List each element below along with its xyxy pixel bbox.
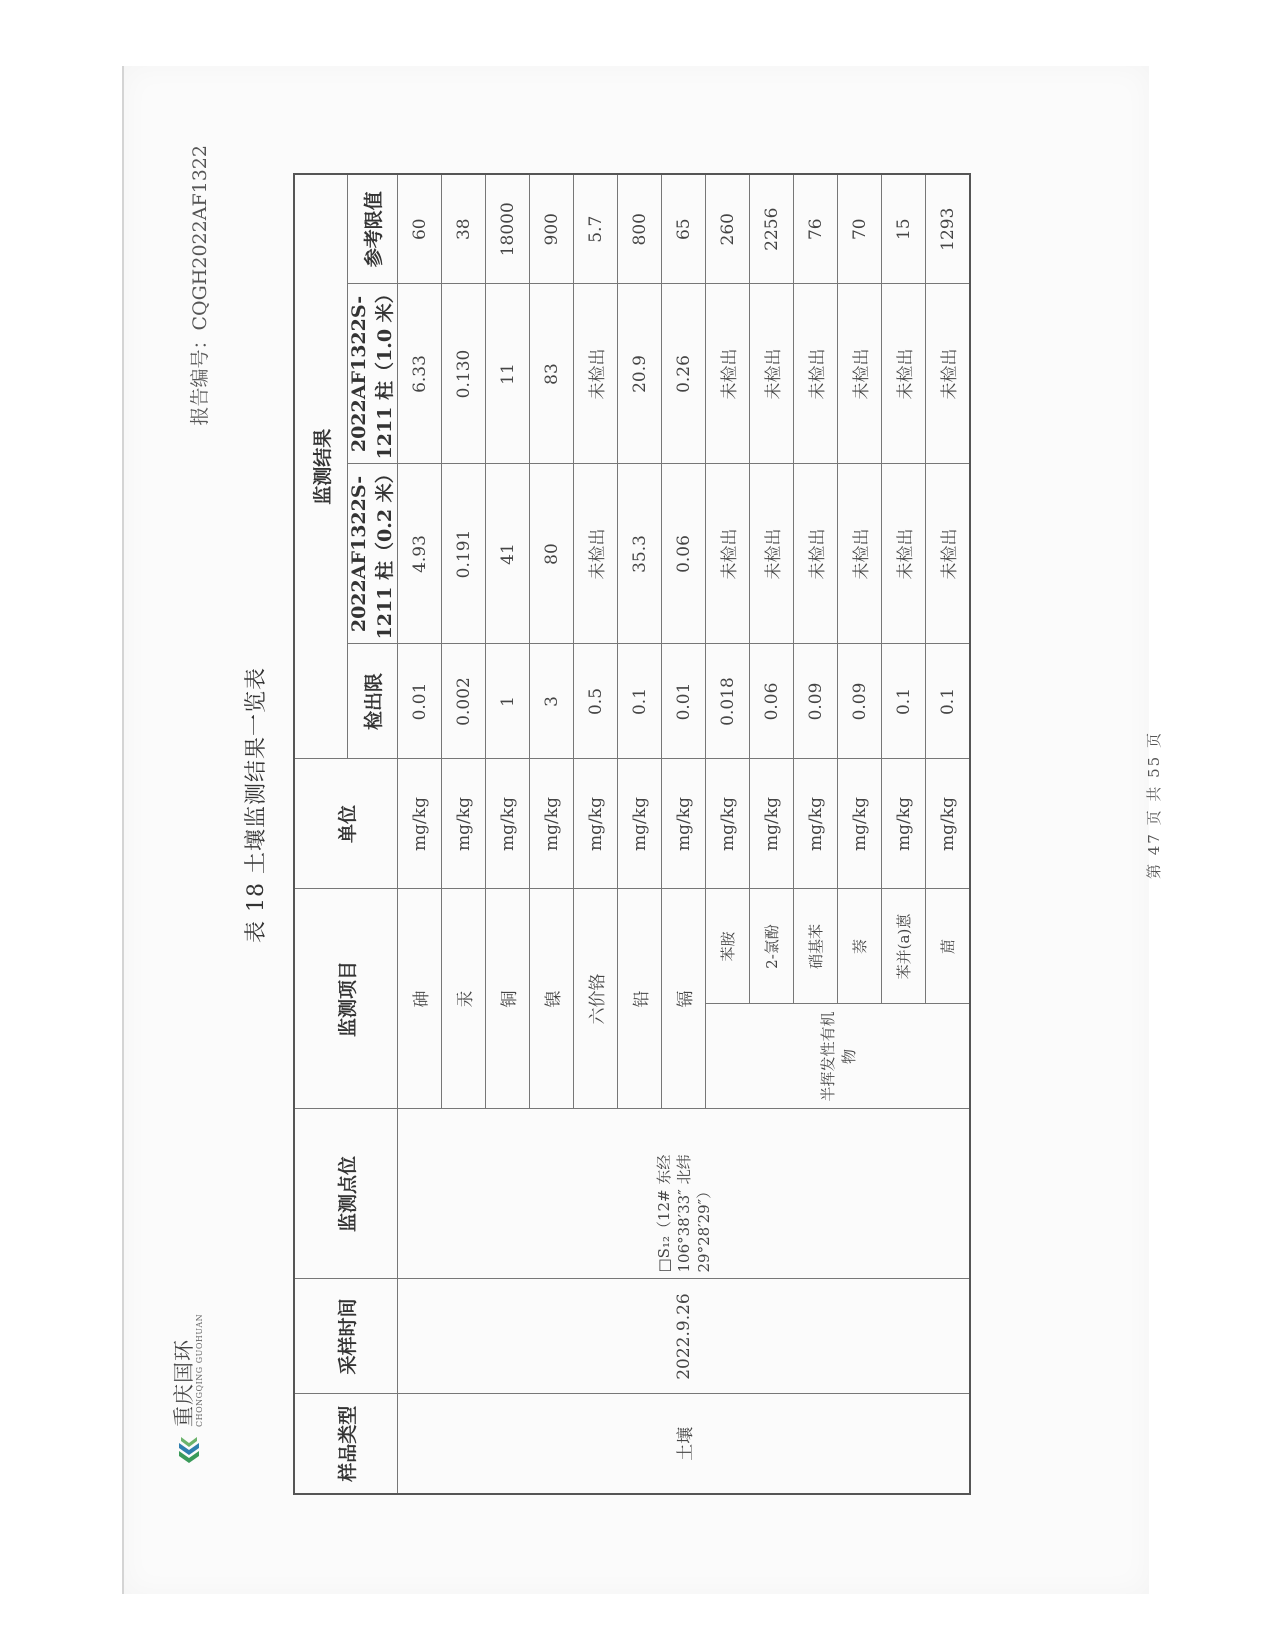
result-a-cell: 35.3 [618, 464, 662, 644]
reference-cell: 65 [662, 174, 706, 284]
item-cell: 䓛 [926, 889, 971, 1004]
item-cell: 铜 [486, 889, 530, 1109]
detection-limit-cell: 0.1 [618, 644, 662, 759]
reference-cell: 260 [706, 174, 750, 284]
header-sample-time: 采样时间 [294, 1279, 398, 1394]
result-a-cell: 未检出 [926, 464, 971, 644]
item-cell: 铅 [618, 889, 662, 1109]
detection-limit-cell: 0.09 [794, 644, 838, 759]
table-row [398, 174, 442, 1494]
svoc-group-cell: 半挥发性有机物 [706, 1004, 971, 1109]
result-a-cell: 未检出 [574, 464, 618, 644]
detection-limit-cell: 0.5 [574, 644, 618, 759]
result-b-cell: 0.26 [662, 284, 706, 464]
detection-limit-cell: 1 [486, 644, 530, 759]
logo-icon [176, 1435, 202, 1465]
table-title: 表 18 土壤监测结果一览表 [244, 667, 269, 943]
page-footer: 第 47 页 共 55 页 [1145, 731, 1163, 880]
result-b-cell: 未检出 [882, 284, 926, 464]
unit-cell: mg/kg [618, 759, 662, 889]
item-cell: 苯胺 [706, 889, 750, 1004]
detection-limit-cell: 0.018 [706, 644, 750, 759]
detection-limit-cell: 0.09 [838, 644, 882, 759]
result-b-cell: 未检出 [926, 284, 971, 464]
reference-cell: 38 [442, 174, 486, 284]
result-a-cell: 4.93 [398, 464, 442, 644]
detection-limit-cell: 0.002 [442, 644, 486, 759]
result-a-cell: 未检出 [706, 464, 750, 644]
unit-cell: mg/kg [794, 759, 838, 889]
detection-limit-cell: 0.01 [398, 644, 442, 759]
report-number [185, 145, 212, 445]
item-cell: 萘 [838, 889, 882, 1004]
result-a-cell: 未检出 [882, 464, 926, 644]
unit-cell: mg/kg [706, 759, 750, 889]
header-row [294, 174, 348, 1494]
reference-cell: 70 [838, 174, 882, 284]
detection-limit-cell: 0.01 [662, 644, 706, 759]
header-unit: 单位 [294, 759, 398, 889]
item-cell: 镉 [662, 889, 706, 1109]
sample-type-cell: 土壤 [398, 1394, 971, 1494]
unit-cell: mg/kg [882, 759, 926, 889]
header-results: 监测结果 [294, 174, 348, 759]
table-body [398, 174, 971, 1494]
site-cell: □S₁₂（12# 东经 106°38′33″ 北纬 29°28′29″） [398, 1109, 971, 1279]
result-b-cell: 未检出 [706, 284, 750, 464]
unit-cell: mg/kg [926, 759, 971, 889]
detection-limit-cell: 0.06 [750, 644, 794, 759]
result-a-cell: 0.191 [442, 464, 486, 644]
result-a-cell: 未检出 [794, 464, 838, 644]
header-result-b: 2022AF1322S-1211 柱（1.0 米） [348, 284, 398, 464]
result-b-cell: 20.9 [618, 284, 662, 464]
reference-cell: 76 [794, 174, 838, 284]
reference-cell: 15 [882, 174, 926, 284]
result-b-cell: 11 [486, 284, 530, 464]
item-cell: 砷 [398, 889, 442, 1109]
item-cell: 2-氯酚 [750, 889, 794, 1004]
reference-cell: 800 [618, 174, 662, 284]
result-b-cell: 未检出 [750, 284, 794, 464]
result-b-cell: 未检出 [838, 284, 882, 464]
header-reference: 参考限值 [348, 174, 398, 284]
header-sample-type: 样品类型 [294, 1394, 398, 1494]
item-cell: 汞 [442, 889, 486, 1109]
unit-cell: mg/kg [750, 759, 794, 889]
unit-cell: mg/kg [574, 759, 618, 889]
header-site: 监测点位 [294, 1109, 398, 1279]
item-cell: 六价铬 [574, 889, 618, 1109]
result-b-cell: 未检出 [574, 284, 618, 464]
unit-cell: mg/kg [662, 759, 706, 889]
detection-limit-cell: 0.1 [882, 644, 926, 759]
result-b-cell: 6.33 [398, 284, 442, 464]
header-item: 监测项目 [294, 889, 398, 1109]
result-b-cell: 83 [530, 284, 574, 464]
result-a-cell: 未检出 [838, 464, 882, 644]
soil-monitoring-table [293, 173, 971, 1495]
result-b-cell: 未检出 [794, 284, 838, 464]
detection-limit-cell: 0.1 [926, 644, 971, 759]
report-number-label: 报告编号： [189, 330, 211, 426]
unit-cell: mg/kg [486, 759, 530, 889]
rotated-document-page [145, 115, 1163, 1495]
header-result-a: 2022AF1322S-1211 柱（0.2 米） [348, 464, 398, 644]
reference-cell: 1293 [926, 174, 971, 284]
logo-chinese-name: 重庆国环 [172, 1339, 196, 1427]
item-cell: 硝基苯 [794, 889, 838, 1004]
unit-cell: mg/kg [530, 759, 574, 889]
item-cell: 镍 [530, 889, 574, 1109]
reference-cell: 5.7 [574, 174, 618, 284]
result-b-cell: 0.130 [442, 284, 486, 464]
result-a-cell: 0.06 [662, 464, 706, 644]
company-logo [173, 1314, 204, 1465]
reference-cell: 2256 [750, 174, 794, 284]
header-detection-limit: 检出限 [348, 644, 398, 759]
reference-cell: 18000 [486, 174, 530, 284]
item-cell: 苯并(a)蒽 [882, 889, 926, 1004]
result-a-cell: 80 [530, 464, 574, 644]
result-a-cell: 未检出 [750, 464, 794, 644]
logo-english-name: CHONGQING GUOHUAN [195, 1313, 204, 1427]
result-a-cell: 41 [486, 464, 530, 644]
report-number-value: CQGH2022AF1322 [189, 145, 211, 331]
unit-cell: mg/kg [838, 759, 882, 889]
unit-cell: mg/kg [442, 759, 486, 889]
sample-time-cell: 2022.9.26 [398, 1279, 971, 1394]
unit-cell: mg/kg [398, 759, 442, 889]
reference-cell: 60 [398, 174, 442, 284]
reference-cell: 900 [530, 174, 574, 284]
detection-limit-cell: 3 [530, 644, 574, 759]
